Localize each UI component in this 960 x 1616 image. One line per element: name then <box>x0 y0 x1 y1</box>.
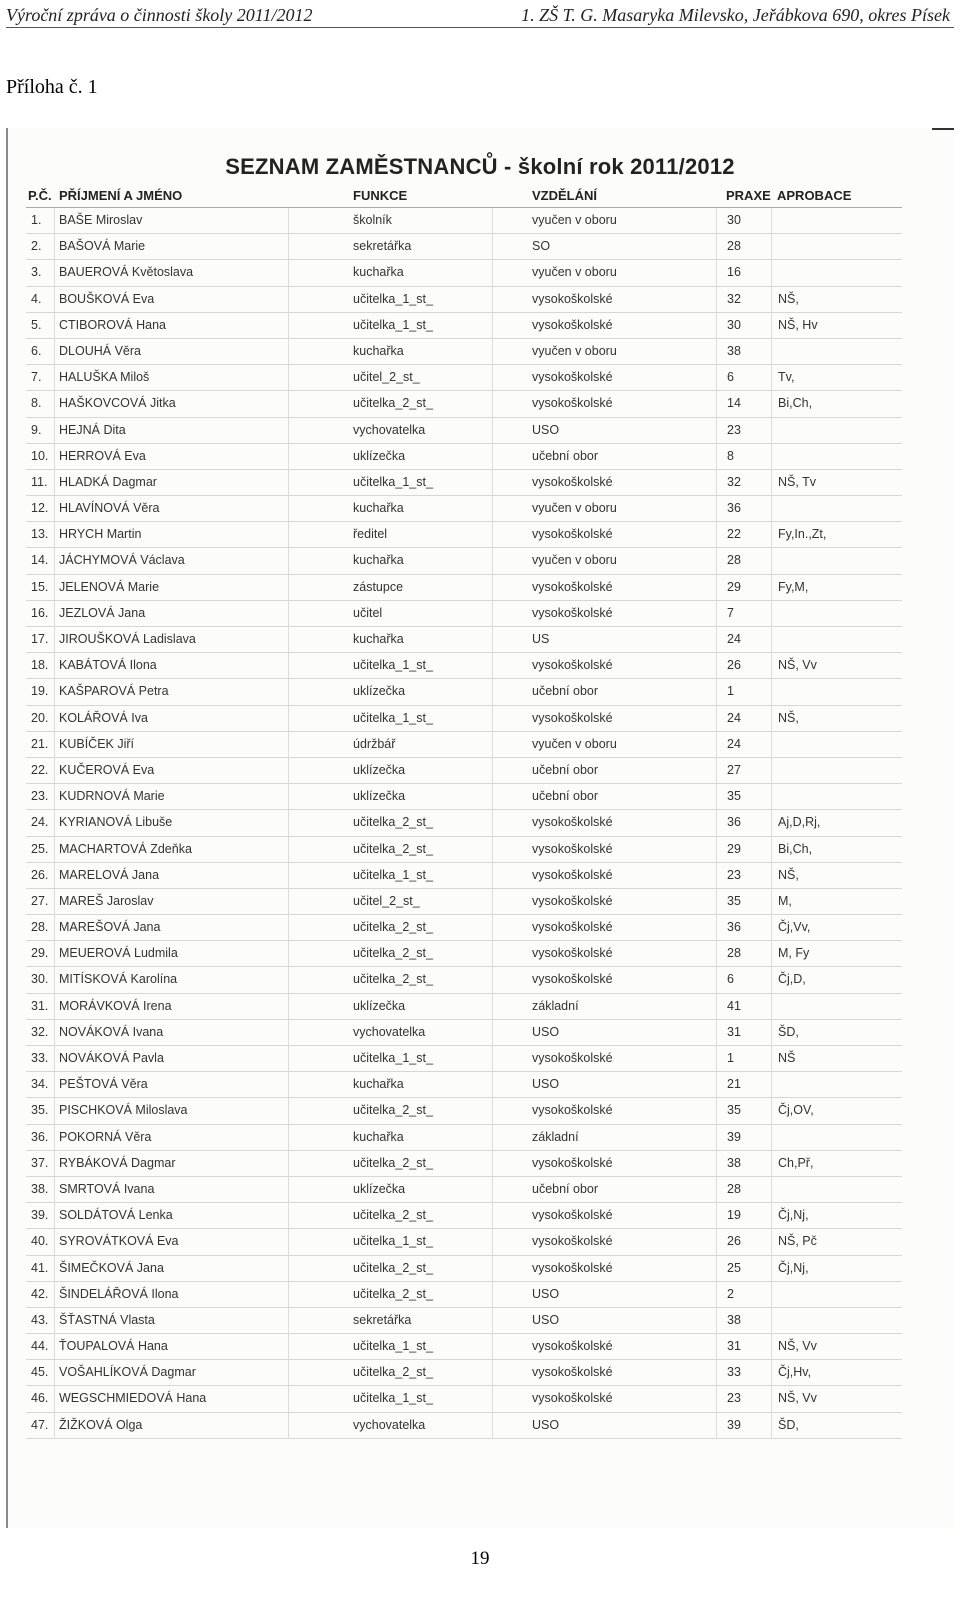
employee-name: PEŠTOVÁ Věra <box>59 1077 148 1092</box>
employee-name: KABÁTOVÁ Ilona <box>59 658 157 673</box>
employee-function: uklízečka <box>353 448 406 463</box>
employee-function: vychovatelka <box>353 1024 426 1039</box>
employee-name: HEJNÁ Dita <box>59 422 126 437</box>
row-number: 10. <box>31 448 49 463</box>
employee-education: SO <box>532 239 551 254</box>
employee-function: učitelka_2_st_ <box>353 972 433 987</box>
employee-practice: 26 <box>727 658 741 673</box>
employee-practice: 24 <box>727 710 741 725</box>
employee-approbation: Fy,M, <box>778 579 809 594</box>
employee-function: uklízečka <box>353 1181 406 1196</box>
row-number: 8. <box>31 396 42 411</box>
running-header <box>6 3 954 28</box>
employee-function: kuchařka <box>353 632 404 646</box>
column-header-name: PŘÍJMENÍ A JMÉNO <box>59 188 183 203</box>
column-header-function: FUNKCE <box>353 188 408 203</box>
employee-education: USO <box>532 1312 560 1327</box>
row-number: 37. <box>31 1155 49 1170</box>
employee-education: vysokoškolské <box>532 474 613 489</box>
employee-function: kuchařka <box>353 501 404 516</box>
employee-name: SYROVÁTKOVÁ Eva <box>59 1234 179 1249</box>
employee-practice: 30 <box>727 213 741 227</box>
employee-name: KUDRNOVÁ Marie <box>59 789 165 804</box>
employee-name: BAŠE Miroslav <box>59 213 143 227</box>
employee-name: HRYCH Martin <box>59 527 142 542</box>
employee-education: vysokoškolské <box>532 291 613 306</box>
employee-approbation: Čj,Vv, <box>778 920 811 935</box>
row-number: 18. <box>31 658 49 673</box>
employee-name: MAREŠ Jaroslav <box>59 893 154 908</box>
column-header-practice: PRAXE <box>726 188 771 203</box>
employee-education: vysokoškolské <box>532 867 613 882</box>
employee-function: učitelka_1_st_ <box>353 1234 433 1249</box>
employee-approbation: Bi,Ch, <box>778 841 813 856</box>
row-number: 1. <box>31 213 42 227</box>
employee-name: RYBÁKOVÁ Dagmar <box>59 1155 176 1170</box>
employee-function: kuchařka <box>353 1129 404 1144</box>
employee-practice: 23 <box>727 422 741 437</box>
employee-approbation: Čj,Nj, <box>778 1208 809 1223</box>
employee-name: KUČEROVÁ Eva <box>59 762 155 777</box>
row-number: 41. <box>31 1260 49 1275</box>
employee-education: USO <box>532 1417 560 1432</box>
employee-education: vyučen v oboru <box>532 343 617 358</box>
employee-practice: 23 <box>727 867 741 882</box>
employee-function: uklízečka <box>353 684 406 699</box>
row-number: 17. <box>31 632 49 646</box>
employee-function: kuchařka <box>353 265 404 280</box>
employee-education: vysokoškolské <box>532 527 613 542</box>
scan-edge-mark <box>932 128 954 130</box>
employee-practice: 28 <box>727 239 741 254</box>
row-number: 35. <box>31 1103 49 1118</box>
employee-education: USO <box>532 1077 560 1092</box>
annex-label: Příloha č. 1 <box>6 76 98 98</box>
employee-practice: 36 <box>727 920 741 935</box>
employee-practice: 27 <box>727 762 741 777</box>
employee-function: učitelka_2_st_ <box>353 1365 433 1380</box>
employee-name: MAREŠOVÁ Jana <box>59 920 161 935</box>
employee-function: učitel_2_st_ <box>353 370 420 385</box>
row-number: 25. <box>31 841 49 856</box>
employee-education: vyučen v oboru <box>532 265 617 280</box>
row-number: 15. <box>31 579 49 594</box>
scanned-staff-list <box>6 128 954 1528</box>
employee-function: učitelka_2_st_ <box>353 815 433 830</box>
employee-education: vysokoškolské <box>532 1234 613 1249</box>
employee-name: DLOUHÁ Věra <box>59 343 141 358</box>
employee-practice: 35 <box>727 789 741 804</box>
employee-practice: 39 <box>727 1129 741 1144</box>
employee-name: JIROUŠKOVÁ Ladislava <box>59 632 196 646</box>
column-header-education: VZDĚLÁNÍ <box>532 188 597 203</box>
row-number: 44. <box>31 1339 49 1354</box>
employee-name: CTIBOROVÁ Hana <box>59 317 166 332</box>
row-number: 21. <box>31 736 49 751</box>
employee-practice: 23 <box>727 1391 741 1406</box>
employee-name: BOUŠKOVÁ Eva <box>59 291 155 306</box>
employee-education: USO <box>532 422 560 437</box>
grid-column-line <box>771 208 772 1439</box>
employee-practice: 26 <box>727 1234 741 1249</box>
row-number: 19. <box>31 684 49 699</box>
employee-practice: 14 <box>727 396 741 411</box>
row-number: 39. <box>31 1208 49 1223</box>
row-number: 46. <box>31 1391 49 1406</box>
grid-column-line <box>492 208 493 1439</box>
table-title: SEZNAM ZAMĚSTNANCŮ - školní rok 2011/2012 <box>225 154 735 179</box>
employee-function: učitelka_2_st_ <box>353 1155 433 1170</box>
employee-function: učitelka_2_st_ <box>353 1103 433 1118</box>
row-number: 32. <box>31 1024 49 1039</box>
employee-function: uklízečka <box>353 789 406 804</box>
employee-function: kuchařka <box>353 553 404 568</box>
employee-education: vysokoškolské <box>532 1365 613 1380</box>
row-number: 5. <box>31 317 42 332</box>
employee-function: údržbář <box>353 736 396 751</box>
employee-function: učitelka_1_st_ <box>353 710 433 725</box>
employee-function: učitelka_1_st_ <box>353 291 433 306</box>
column-header-number: P.Č. <box>28 188 52 203</box>
employee-practice: 32 <box>727 474 741 489</box>
row-number: 26. <box>31 867 49 882</box>
employee-education: učební obor <box>532 448 599 463</box>
employee-practice: 28 <box>727 553 741 568</box>
grid-column-line <box>54 208 55 1439</box>
header-report-title: Výroční zpráva o činnosti školy 2011/2012 <box>6 5 313 25</box>
employee-name: KUBÍČEK Jiří <box>59 736 135 751</box>
row-number: 13. <box>31 527 49 542</box>
employee-approbation: NŠ, <box>778 710 799 725</box>
employee-approbation: Čj,OV, <box>778 1103 814 1118</box>
employee-education: vysokoškolské <box>532 815 613 830</box>
employee-function: učitelka_2_st_ <box>353 920 433 935</box>
employee-approbation: NŠ, <box>778 291 799 306</box>
employee-name: ŽIŽKOVÁ Olga <box>59 1417 143 1432</box>
employee-practice: 28 <box>727 946 741 961</box>
row-number: 11. <box>31 474 48 489</box>
employee-practice: 28 <box>727 1181 741 1196</box>
employee-practice: 6 <box>727 972 734 987</box>
employee-function: sekretářka <box>353 239 412 254</box>
employee-practice: 35 <box>727 893 741 908</box>
employee-function: učitelka_1_st_ <box>353 1391 433 1406</box>
employee-education: vysokoškolské <box>532 579 613 594</box>
employee-approbation: NŠ, Hv <box>778 317 818 332</box>
employee-education: vysokoškolské <box>532 1339 613 1354</box>
row-number: 42. <box>31 1286 49 1301</box>
employee-approbation: Čj,Hv, <box>778 1365 812 1380</box>
employee-function: školník <box>353 213 392 227</box>
employee-education: vysokoškolské <box>532 1208 613 1223</box>
employee-practice: 38 <box>727 343 741 358</box>
employee-approbation: NŠ, Vv <box>778 1339 817 1354</box>
employee-name: JELENOVÁ Marie <box>59 579 160 594</box>
employee-approbation: ŠD, <box>778 1417 799 1432</box>
employee-education: vysokoškolské <box>532 370 613 385</box>
employee-function: učitelka_1_st_ <box>353 658 433 673</box>
row-number: 16. <box>31 605 49 620</box>
employee-name: ŠŤASTNÁ Vlasta <box>59 1312 155 1327</box>
employee-education: základní <box>532 998 579 1013</box>
employee-education: učební obor <box>532 789 599 804</box>
row-number: 38. <box>31 1181 49 1196</box>
row-number: 9. <box>31 422 42 437</box>
employee-name: SMRTOVÁ Ivana <box>59 1181 155 1196</box>
row-number: 33. <box>31 1051 49 1065</box>
employee-name: MORÁVKOVÁ Irena <box>59 998 172 1013</box>
employee-education: vysokoškolské <box>532 841 613 856</box>
employee-approbation: Čj,D, <box>778 972 806 987</box>
employee-name: NOVÁKOVÁ Pavla <box>59 1051 164 1065</box>
employee-name: POKORNÁ Věra <box>59 1129 152 1144</box>
employee-practice: 36 <box>727 815 741 830</box>
employee-practice: 31 <box>727 1024 741 1039</box>
row-number: 4. <box>31 291 42 306</box>
employee-function: učitelka_2_st_ <box>353 1260 433 1275</box>
employee-name: MARELOVÁ Jana <box>59 867 160 882</box>
employee-name: NOVÁKOVÁ Ivana <box>59 1024 164 1039</box>
employee-education: vysokoškolské <box>532 1051 613 1065</box>
employee-education: vysokoškolské <box>532 1391 613 1406</box>
employee-practice: 33 <box>727 1365 741 1380</box>
employee-education: vysokoškolské <box>532 317 613 332</box>
employee-name: WEGSCHMIEDOVÁ Hana <box>59 1391 207 1406</box>
employee-function: učitelka_1_st_ <box>353 1339 433 1354</box>
employee-function: učitelka_1_st_ <box>353 317 433 332</box>
employee-name: PISCHKOVÁ Miloslava <box>59 1103 188 1118</box>
table-header-row <box>26 183 902 208</box>
employee-function: učitelka_2_st_ <box>353 946 433 961</box>
row-number: 27. <box>31 893 49 908</box>
row-number: 7. <box>31 370 42 385</box>
employee-education: vysokoškolské <box>532 658 613 673</box>
employee-approbation: M, Fy <box>778 946 810 961</box>
employee-name: KYRIANOVÁ Libuše <box>59 815 173 830</box>
employee-practice: 31 <box>727 1339 741 1354</box>
employee-name: HLADKÁ Dagmar <box>59 474 157 489</box>
page-number: 19 <box>470 1548 490 1569</box>
row-number: 34. <box>31 1077 49 1092</box>
employee-education: USO <box>532 1286 560 1301</box>
employee-education: vysokoškolské <box>532 1155 613 1170</box>
employee-practice: 30 <box>727 317 741 332</box>
row-number: 3. <box>31 265 42 280</box>
employee-education: US <box>532 632 550 646</box>
row-number: 2. <box>31 239 42 254</box>
employee-practice: 7 <box>727 605 734 620</box>
row-number: 40. <box>31 1234 49 1249</box>
row-number: 23. <box>31 789 49 804</box>
employee-approbation: NŠ, Tv <box>778 474 816 489</box>
employee-practice: 16 <box>727 265 741 280</box>
employee-practice: 24 <box>727 632 741 646</box>
row-number: 12. <box>31 501 49 516</box>
employee-approbation: Aj,D,Rj, <box>778 815 821 830</box>
employee-approbation: Čj,Nj, <box>778 1260 809 1275</box>
employee-education: vyučen v oboru <box>532 736 617 751</box>
staff-table-body <box>26 208 902 1439</box>
employee-practice: 29 <box>727 841 741 856</box>
employee-practice: 2 <box>727 1286 734 1301</box>
employee-education: základní <box>532 1129 579 1144</box>
employee-practice: 6 <box>727 370 734 385</box>
employee-education: učební obor <box>532 684 599 699</box>
employee-education: vyučen v oboru <box>532 553 617 568</box>
employee-education: vysokoškolské <box>532 605 613 620</box>
row-number: 43. <box>31 1312 49 1327</box>
column-header-approbation: APROBACE <box>777 188 852 203</box>
employee-approbation: M, <box>778 893 792 908</box>
employee-function: kuchařka <box>353 1077 404 1092</box>
employee-function: učitelka_1_st_ <box>353 1051 433 1065</box>
employee-approbation: NŠ, Vv <box>778 1391 817 1406</box>
employee-education: vysokoškolské <box>532 972 613 987</box>
employee-education: vysokoškolské <box>532 1260 613 1275</box>
row-number: 6. <box>31 343 42 358</box>
employee-approbation: Bi,Ch, <box>778 396 813 411</box>
employee-practice: 39 <box>727 1417 741 1432</box>
employee-practice: 32 <box>727 291 741 306</box>
grid-column-line <box>288 208 289 1439</box>
employee-function: učitelka_2_st_ <box>353 396 433 411</box>
row-number: 22. <box>31 762 49 777</box>
employee-function: učitel_2_st_ <box>353 893 420 908</box>
row-number: 31. <box>31 998 49 1013</box>
employee-practice: 38 <box>727 1312 741 1327</box>
employee-approbation: Fy,In.,Zt, <box>778 527 827 542</box>
employee-education: učební obor <box>532 762 599 777</box>
employee-function: vychovatelka <box>353 1417 426 1432</box>
employee-practice: 21 <box>727 1077 741 1092</box>
employee-approbation: NŠ, Pč <box>778 1234 817 1249</box>
employee-approbation: ŠD, <box>778 1024 799 1039</box>
employee-education: vysokoškolské <box>532 396 613 411</box>
row-number: 14. <box>31 553 49 568</box>
employee-name: HERROVÁ Eva <box>59 448 146 463</box>
employee-approbation: NŠ, Vv <box>778 658 817 673</box>
employee-function: učitel <box>353 605 383 620</box>
row-number: 24. <box>31 815 49 830</box>
employee-practice: 24 <box>727 736 741 751</box>
employee-approbation: Ch,Př, <box>778 1155 814 1170</box>
row-number: 20. <box>31 710 49 725</box>
employee-function: sekretářka <box>353 1312 412 1327</box>
employee-name: JÁCHYMOVÁ Václava <box>59 553 185 568</box>
employee-function: kuchařka <box>353 343 404 358</box>
employee-practice: 36 <box>727 501 741 516</box>
employee-function: uklízečka <box>353 998 406 1013</box>
employee-name: ŠINDELÁŘOVÁ Ilona <box>59 1286 179 1301</box>
employee-function: uklízečka <box>353 762 406 777</box>
grid-column-line <box>716 208 717 1439</box>
employee-approbation: NŠ, <box>778 867 799 882</box>
employee-education: vysokoškolské <box>532 1103 613 1118</box>
scan-left-edge <box>6 128 8 1528</box>
employee-practice: 8 <box>727 448 734 463</box>
employee-name: VOŠAHLÍKOVÁ Dagmar <box>59 1365 196 1380</box>
header-school-name: 1. ZŠ T. G. Masaryka Milevsko, Jeřábkova 690, okres Písek <box>521 5 950 25</box>
employee-education: vysokoškolské <box>532 710 613 725</box>
employee-practice: 1 <box>727 684 734 699</box>
employee-approbation: NŠ <box>778 1051 796 1065</box>
employee-education: vyučen v oboru <box>532 213 617 227</box>
employee-approbation: Tv, <box>778 370 795 385</box>
employee-name: BAŠOVÁ Marie <box>59 239 146 254</box>
employee-practice: 29 <box>727 579 741 594</box>
employee-education: vysokoškolské <box>532 920 613 935</box>
employee-function: učitelka_2_st_ <box>353 1208 433 1223</box>
row-number: 45. <box>31 1365 49 1380</box>
employee-function: ředitel <box>353 527 388 542</box>
employee-name: BAUEROVÁ Květoslava <box>59 265 194 280</box>
employee-function: učitelka_2_st_ <box>353 1286 433 1301</box>
employee-practice: 1 <box>727 1051 734 1065</box>
row-number: 28. <box>31 920 49 935</box>
employee-practice: 41 <box>727 998 741 1013</box>
employee-education: vysokoškolské <box>532 946 613 961</box>
employee-education: USO <box>532 1024 560 1039</box>
employee-name: SOLDÁTOVÁ Lenka <box>59 1208 173 1223</box>
employee-name: MEUEROVÁ Ludmila <box>59 946 178 961</box>
employee-practice: 22 <box>727 527 741 542</box>
employee-name: ŠIMEČKOVÁ Jana <box>59 1260 164 1275</box>
employee-name: KAŠPAROVÁ Petra <box>59 684 169 699</box>
employee-function: učitelka_1_st_ <box>353 474 433 489</box>
employee-education: vysokoškolské <box>532 893 613 908</box>
employee-education: vyučen v oboru <box>532 501 617 516</box>
employee-function: učitelka_1_st_ <box>353 867 433 882</box>
employee-function: učitelka_2_st_ <box>353 841 433 856</box>
row-number: 36. <box>31 1129 49 1144</box>
employee-name: HALUŠKA Miloš <box>59 370 150 385</box>
employee-practice: 35 <box>727 1103 741 1118</box>
employee-name: MITÍSKOVÁ Karolína <box>59 972 178 987</box>
employee-education: učební obor <box>532 1181 599 1196</box>
row-number: 30. <box>31 972 49 987</box>
employee-practice: 25 <box>727 1260 741 1275</box>
employee-function: zástupce <box>353 579 404 594</box>
employee-name: HAŠKOVCOVÁ Jitka <box>59 396 176 411</box>
employee-name: MACHARTOVÁ Zdeňka <box>59 841 192 856</box>
row-number: 29. <box>31 946 49 961</box>
employee-practice: 38 <box>727 1155 741 1170</box>
employee-practice: 19 <box>727 1208 741 1223</box>
row-number: 47. <box>31 1417 49 1432</box>
employee-name: JEZLOVÁ Jana <box>59 605 146 620</box>
employee-name: HLAVÍNOVÁ Věra <box>59 501 160 516</box>
employee-name: ŤOUPALOVÁ Hana <box>59 1339 168 1354</box>
employee-function: vychovatelka <box>353 422 426 437</box>
employee-name: KOLÁŘOVÁ Iva <box>59 710 148 725</box>
